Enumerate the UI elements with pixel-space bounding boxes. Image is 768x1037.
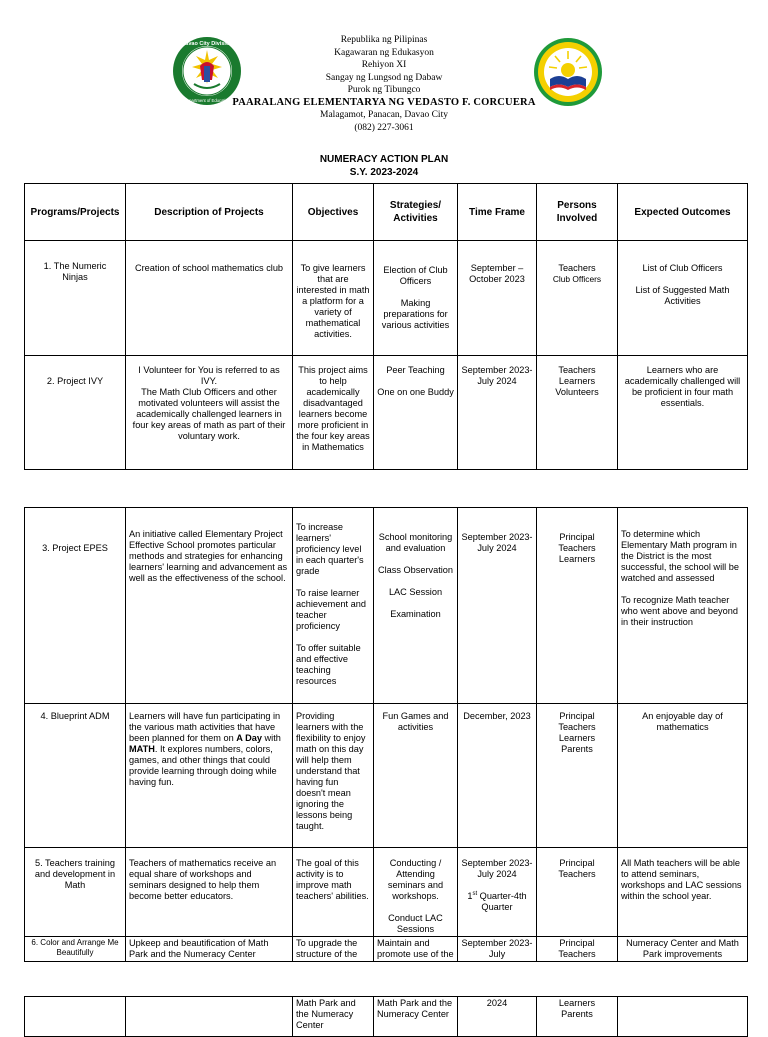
persons-cell: Principal Teachers Learners	[537, 508, 618, 704]
title-line-1: NUMERACY ACTION PLAN	[319, 154, 449, 165]
objectives-cell: To increase learners' proficiency level in each quarter's grade To raise learner achievement and teacher proficiency To offer suitable and effective teaching resources	[293, 508, 374, 704]
header-programs: Programs/Projects	[25, 184, 126, 241]
action-plan-table-part-2	[24, 507, 748, 962]
time-frame-cell: September 2023- July 2024	[458, 508, 537, 704]
time-frame-cell: September 2023- July	[458, 937, 537, 962]
header-time-frame: Time Frame	[458, 184, 537, 241]
time-frame-cell: 2024	[458, 997, 537, 1037]
program-cell: 4. Blueprint ADM	[25, 704, 126, 848]
program-cell: 5. Teachers training and development in Math	[25, 848, 126, 937]
objectives-cell: To give learners that are interested in math a platform for a variety of mathematical activities.	[293, 241, 374, 356]
outcomes-cell: To determine which Elementary Math program in the District is the most successful, the school will be watched and assessed To recognize Math teacher who went above and beyond in their instruction	[618, 508, 748, 704]
time-frame-cell: September 2023- July 2024 1st Quarter-4th Quarter	[458, 848, 537, 937]
header-line-republic: Republika ng Pilipinas	[340, 35, 428, 45]
strategies-cell: Fun Games and activities	[374, 704, 458, 848]
outcomes-cell: List of Club Officers List of Suggested Math Activities	[618, 241, 748, 356]
school-address: Malagamot, Panacan, Davao City	[320, 110, 448, 120]
objectives-cell: The goal of this activity is to improve math teachers' abilities.	[293, 848, 374, 937]
table-row	[25, 356, 748, 470]
program-cell: 6. Color and Arrange Me Beautifully	[25, 937, 126, 962]
persons-cell: Teachers Learners Volunteers	[537, 356, 618, 470]
program-cell: 3. Project EPES	[25, 508, 126, 704]
table-header-row	[25, 184, 748, 241]
action-plan-table-part-3	[24, 996, 748, 1037]
seal-ring-text: Davao City Division	[181, 41, 233, 47]
objectives-cell: Math Park and the Numeracy Center	[293, 997, 374, 1037]
program-cell: 1. The Numeric Ninjas	[25, 241, 126, 356]
description-cell: Teachers of mathematics receive an equal share of workshops and seminars designed to help them become better educators.	[126, 848, 293, 937]
header-persons: Persons Involved	[537, 184, 618, 241]
outcomes-cell: All Math teachers will be able to attend seminars, workshops and LAC sessions within the school year.	[618, 848, 748, 937]
objectives-cell: To upgrade the structure of the	[293, 937, 374, 962]
persons-cell: Teachers Club Officers	[537, 241, 618, 356]
time-frame-cell: December, 2023	[458, 704, 537, 848]
seal-sub-text: Department of Education	[183, 98, 231, 103]
time-frame-cell: September 2023- July 2024	[458, 356, 537, 470]
outcomes-cell	[618, 997, 748, 1037]
persons-cell: Learners Parents	[537, 997, 618, 1037]
description-cell: Creation of school mathematics club	[126, 241, 293, 356]
table-row	[25, 848, 748, 937]
header-line-division: Sangay ng Lungsod ng Dabaw	[325, 72, 443, 83]
header-line-department: Kagawaran ng Edukasyon	[334, 47, 434, 58]
description-cell: Learners will have fun participating in the various math activities that have been planned for them on A Day with MATH. It explores numbers, colors, games, and other things that could provide learning through doing while having fun.	[126, 704, 293, 848]
description-cell: I Volunteer for You is referred to as IVY. The Math Club Officers and other motivated volunteers will assist the academically challenged learners in four key areas of math as part of their voluntary work.	[126, 356, 293, 470]
description-cell	[126, 997, 293, 1037]
action-plan-table-part-1	[24, 183, 748, 470]
description-cell: An initiative called Elementary Project Effective School promotes particular methods and strategies for enhancing learners' learning and advancement as well as the effectiveness of the school.	[126, 508, 293, 704]
header-line-district: Purok ng Tibungco	[347, 85, 421, 95]
letterhead	[0, 34, 768, 134]
header-outcomes: Expected Outcomes	[618, 184, 748, 241]
table-row	[25, 241, 748, 356]
strategies-cell: Election of Club Officers Making preparations for various activities	[374, 241, 458, 356]
header-description: Description of Projects	[126, 184, 293, 241]
outcomes-cell: An enjoyable day of mathematics	[618, 704, 748, 848]
table-row	[25, 704, 748, 848]
program-cell	[25, 997, 126, 1037]
header-strategies: Strategies/ Activities	[374, 184, 458, 241]
header-line-region: Rehiyon XI	[361, 60, 407, 70]
strategies-cell: Conducting / Attending seminars and workshops. Conduct LAC Sessions	[374, 848, 458, 937]
school-name: PAARALANG ELEMENTARYA NG VEDASTO F. CORCUERA	[232, 96, 536, 108]
objectives-cell: This project aims to help academically disadvantaged learners become more proficient in the four key areas in Mathematics	[293, 356, 374, 470]
school-phone: (082) 227-3061	[354, 122, 414, 133]
strategies-cell: Math Park and the Numeracy Center	[374, 997, 458, 1037]
program-cell: 2. Project IVY	[25, 356, 126, 470]
persons-cell: Principal Teachers	[537, 937, 618, 962]
time-frame-cell: September – October 2023	[458, 241, 537, 356]
header-objectives: Objectives	[293, 184, 374, 241]
strategies-cell: Peer Teaching One on one Buddy	[374, 356, 458, 470]
title-line-2: S.Y. 2023-2024	[349, 167, 419, 178]
document-title	[0, 153, 768, 179]
persons-cell: Principal Teachers Learners Parents	[537, 704, 618, 848]
table-row	[25, 508, 748, 704]
outcomes-cell: Numeracy Center and Math Park improvements	[618, 937, 748, 962]
table-row	[25, 937, 748, 962]
objectives-cell: Providing learners with the flexibility to enjoy math on this day will help them understand that having fun doesn't mean ignoring the lessons being taught.	[293, 704, 374, 848]
outcomes-cell: Learners who are academically challenged will be proficient in four math essentials.	[618, 356, 748, 470]
strategies-cell: School monitoring and evaluation Class Observation LAC Session Examination	[374, 508, 458, 704]
strategies-cell: Maintain and promote use of the	[374, 937, 458, 962]
persons-cell: Principal Teachers	[537, 848, 618, 937]
description-cell: Upkeep and beautification of Math Park and the Numeracy Center	[126, 937, 293, 962]
table-row	[25, 997, 748, 1037]
